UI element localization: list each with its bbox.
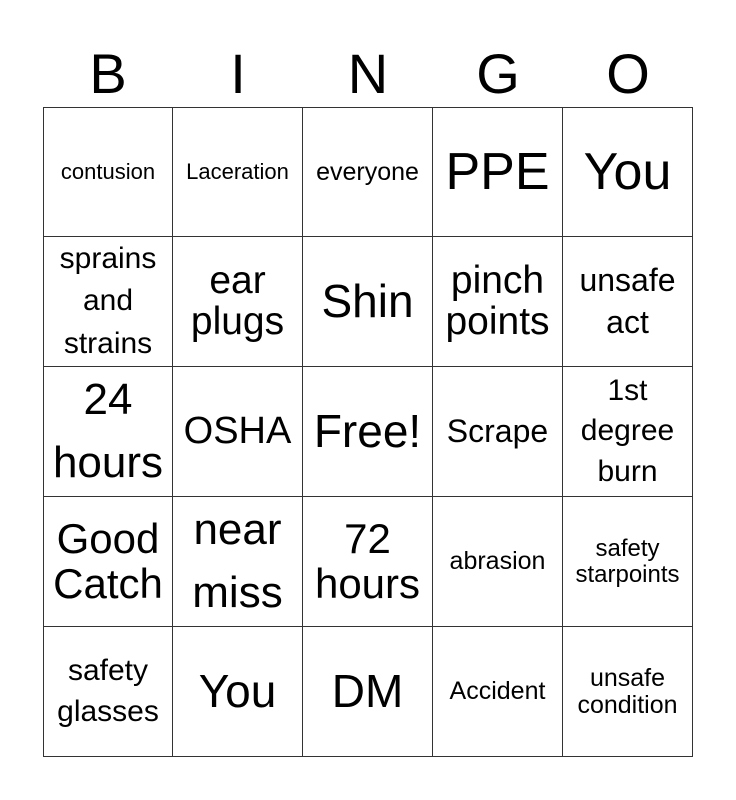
- bingo-cell[interactable]: Accident: [433, 627, 563, 757]
- bingo-header: [43, 40, 693, 108]
- bingo-cell[interactable]: 24 hours: [43, 367, 173, 497]
- bingo-cell[interactable]: sprains and strains: [43, 237, 173, 367]
- bingo-cell[interactable]: OSHA: [173, 367, 303, 497]
- bingo-cell[interactable]: ear plugs: [173, 237, 303, 367]
- bingo-cell[interactable]: Scrape: [433, 367, 563, 497]
- bingo-cell[interactable]: Good Catch: [43, 497, 173, 627]
- bingo-cell[interactable]: safety glasses: [43, 627, 173, 757]
- bingo-board: [43, 107, 693, 757]
- bingo-cell[interactable]: 72 hours: [303, 497, 433, 627]
- header-letter-b: B: [89, 42, 127, 105]
- header-letter-i: I: [230, 42, 246, 105]
- bingo-cell[interactable]: 1st degree burn: [563, 367, 693, 497]
- bingo-cell[interactable]: Laceration: [173, 107, 303, 237]
- bingo-cell[interactable]: unsafe act: [563, 237, 693, 367]
- bingo-cell[interactable]: near miss: [173, 497, 303, 627]
- header-letter-n: N: [347, 42, 389, 105]
- bingo-cell[interactable]: PPE: [433, 107, 563, 237]
- bingo-cell[interactable]: You: [563, 107, 693, 237]
- bingo-cell[interactable]: unsafe condition: [563, 627, 693, 757]
- header-letter-g: G: [476, 42, 520, 105]
- bingo-cell[interactable]: You: [173, 627, 303, 757]
- bingo-cell[interactable]: pinch points: [433, 237, 563, 367]
- bingo-cell[interactable]: Shin: [303, 237, 433, 367]
- bingo-cell[interactable]: contusion: [43, 107, 173, 237]
- bingo-cell[interactable]: abrasion: [433, 497, 563, 627]
- header-letter-o: O: [606, 42, 650, 105]
- free-space-cell[interactable]: Free!: [303, 367, 433, 497]
- bingo-cell[interactable]: DM: [303, 627, 433, 757]
- bingo-cell[interactable]: everyone: [303, 107, 433, 237]
- bingo-cell[interactable]: safety starpoints: [563, 497, 693, 627]
